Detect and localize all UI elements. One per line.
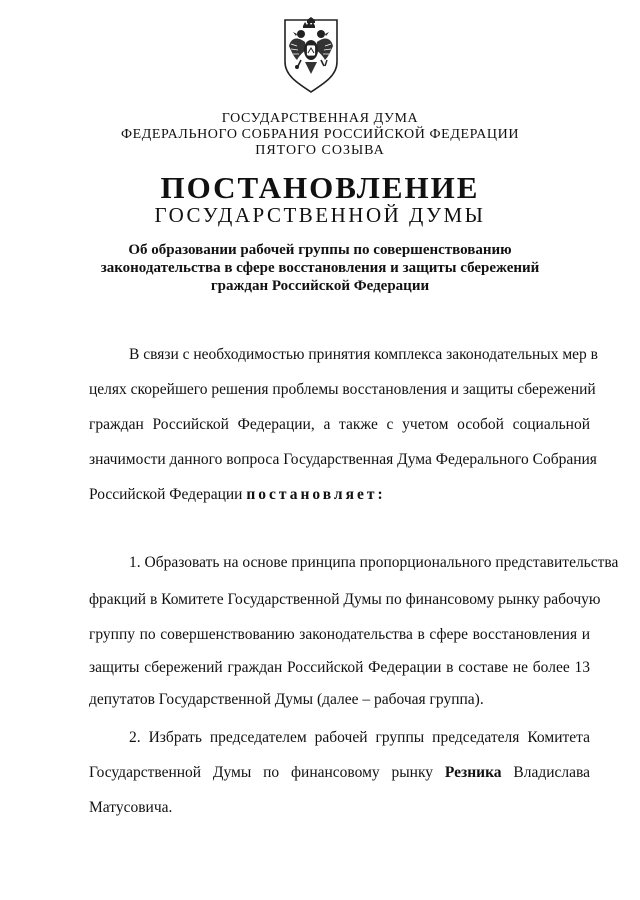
subject-line: законодательства в сфере восстановления и защиты сбережений xyxy=(100,260,540,276)
header-institution: ГОСУДАРСТВЕННАЯ ДУМА xyxy=(221,111,419,126)
item1-line: защиты сбережений граждан Российской Федерации в составе не более 13 xyxy=(89,659,590,676)
item1-line: группу по совершенствованию законодательства в сфере восстановления и xyxy=(89,626,590,643)
subject-line: Об образовании рабочей группы по совершенствованию xyxy=(128,242,512,258)
item1-line: фракций в Комитете Государственной Думы по финансовому рынку рабочую xyxy=(89,591,601,608)
item2-line xyxy=(89,763,590,783)
document-issuer-title: ГОСУДАРСТВЕННОЙ ДУМЫ xyxy=(154,203,486,227)
preamble-line xyxy=(89,485,590,505)
item2-line: Матусовича. xyxy=(89,799,173,816)
preamble-line: целях скорейшего решения проблемы восстановления и защиты сбережений xyxy=(89,381,596,398)
subject-line: граждан Российской Федерации xyxy=(210,278,430,294)
item1-line: 1. Образовать на основе принципа пропорционального представительства xyxy=(129,554,619,571)
preamble-line: граждан Российской Федерации, а также с учетом особой социальной xyxy=(89,416,590,433)
header-assembly: ФЕДЕРАЛЬНОГО СОБРАНИЯ РОССИЙСКОЙ ФЕДЕРАЦИИ xyxy=(120,127,520,142)
resolves-keyword: постановляет: xyxy=(246,486,386,503)
item2-text: Государственной Думы по финансовому рынку xyxy=(89,764,445,781)
item2-line: 2. Избрать председателем рабочей группы председателя Комитета xyxy=(129,729,590,746)
preamble-line: значимости данного вопроса Государственная Дума Федерального Собрания xyxy=(89,451,597,468)
document-type-title: ПОСТАНОВЛЕНИЕ xyxy=(160,170,480,205)
coat-of-arms-icon xyxy=(279,16,343,96)
item2-text: Владислава xyxy=(501,764,591,781)
preamble-line: В связи с необходимостью принятия комплекса законодательных мер в xyxy=(129,346,598,363)
item1-line: депутатов Государственной Думы (далее – рабочая группа). xyxy=(89,691,484,708)
preamble-text: Российской Федерации xyxy=(89,486,247,503)
chairman-surname: Резника xyxy=(444,764,502,781)
document-subject xyxy=(0,241,640,295)
header-convocation: ПЯТОГО СОЗЫВА xyxy=(255,143,385,158)
